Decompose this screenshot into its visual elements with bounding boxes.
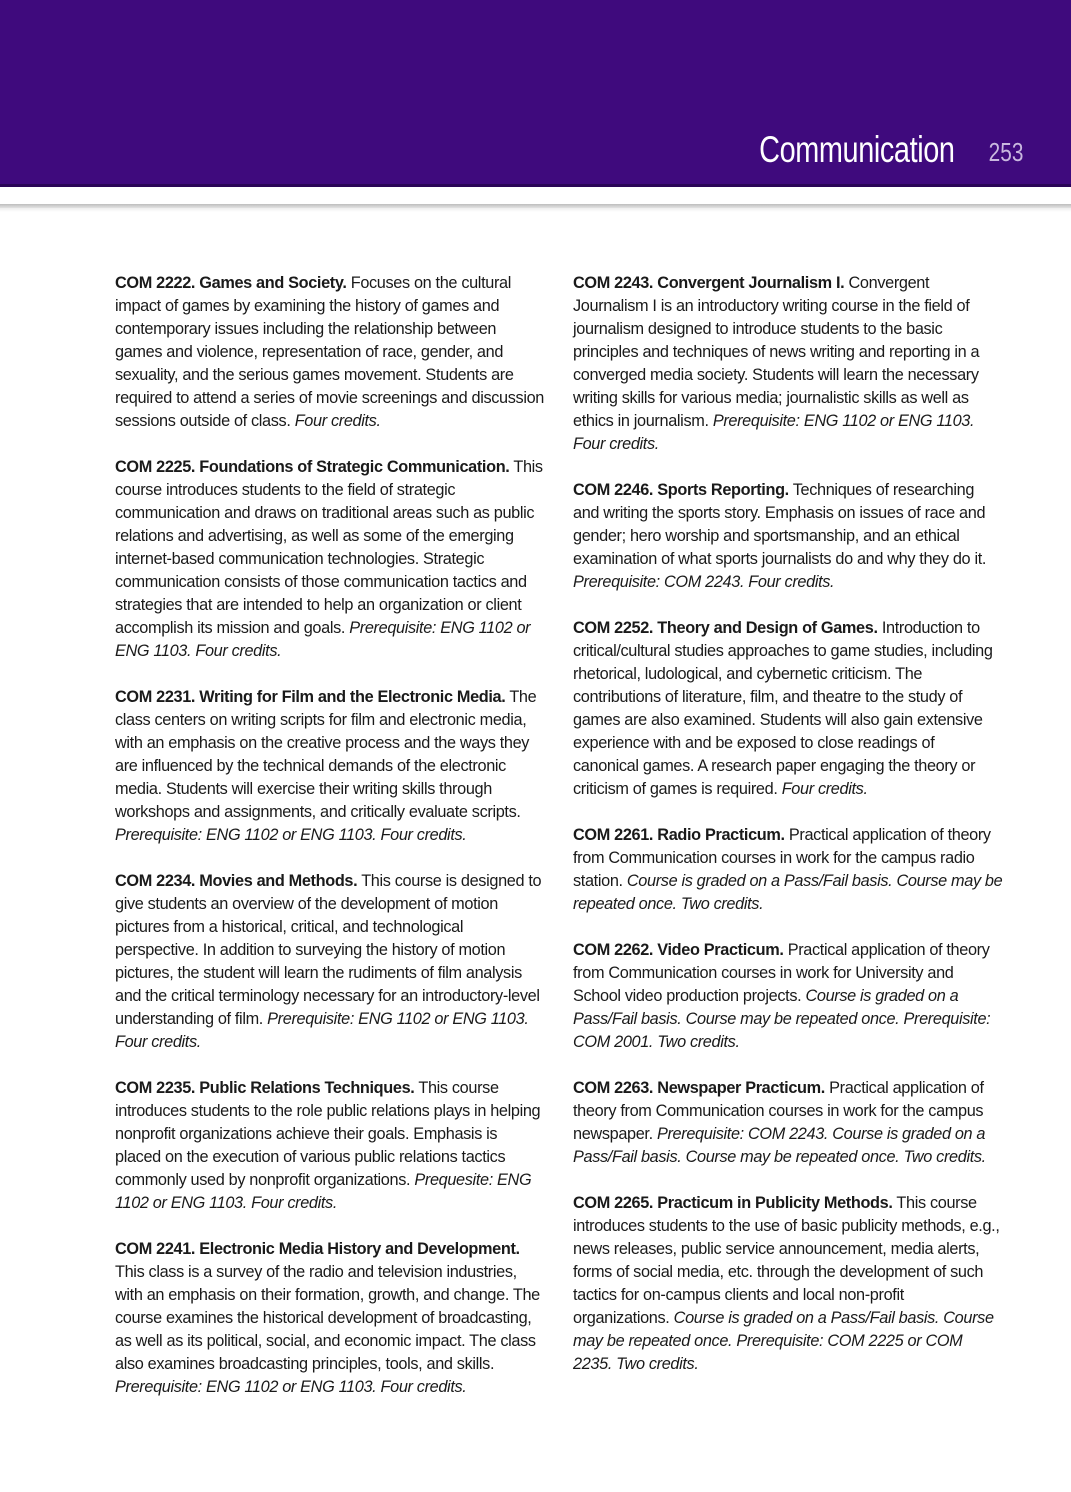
- course-code: COM 2265.: [573, 1194, 654, 1212]
- course-code: COM 2225.: [115, 458, 196, 476]
- course-description: Practical application of theory from Communication courses in work for University and School video production projects.: [573, 941, 990, 1005]
- course-title: Video Practicum.: [657, 941, 784, 959]
- course-credits-note: Prerequisite: ENG 1102 or ENG 1103. Four credits.: [115, 1378, 467, 1396]
- course-title: Electronic Media History and Development.: [199, 1240, 520, 1258]
- course-credits-note: Course is graded on a Pass/Fail basis. Course may be repeated once. Prerequisite: COM 2001. Two credits.: [573, 987, 991, 1051]
- course-entry-com-2243: [573, 272, 1003, 456]
- course-code: COM 2261.: [573, 826, 654, 844]
- course-description: This course is designed to give students an overview of the development of motion pictures from a historical, critical, and technological perspective. In addition to surveying the history of motion pictures, the student will learn the rudiments of film analysis and the critical terminology necessary for an introductory-level understanding of film.: [115, 872, 542, 1028]
- course-description: This course introduces students to the use of basic publicity methods, e.g., news releases, public service announcement, media alerts, forms of social media, etc. through the development of such tactics for on-campus clients and local non-profit organizations.: [573, 1194, 1000, 1327]
- course-entry-com-2234: [115, 870, 545, 1054]
- course-entry-com-2235: [115, 1077, 545, 1215]
- course-code: COM 2252.: [573, 619, 654, 637]
- course-description: Convergent Journalism I is an introductory writing course in the field of journalism designed to introduce students to the basic principles and techniques of news writing and reporting in a converged media society. Students will learn the necessary writing skills for various media; journalistic skills as well as ethics in journalism.: [573, 274, 980, 430]
- course-title: Practicum in Publicity Methods.: [657, 1194, 893, 1212]
- course-description: Focuses on the cultural impact of games by examining the history of games and contemporary issues including the relationship between games and violence, representation of race, gender, and sexuality, and the serious games movement. Students are required to attend a series of movie screenings and discussion sessions outside of class.: [115, 274, 545, 430]
- course-title: Movies and Methods.: [199, 872, 358, 890]
- course-credits-note: Prerequisite: ENG 1102 or ENG 1103. Four credits.: [115, 826, 467, 844]
- course-description: The class centers on writing scripts for film and electronic media, with an emphasis on the creative process and the ways they are influenced by the technical demands of the electronic media. Students will exercise their writing skills through workshops and assignments, and critically evaluate scripts.: [115, 688, 537, 821]
- course-code: COM 2235.: [115, 1079, 196, 1097]
- course-credits-note: Prequesite: ENG 1102 or ENG 1103. Four credits.: [115, 1171, 532, 1212]
- course-code: COM 2262.: [573, 941, 654, 959]
- left-column: [115, 272, 545, 1422]
- course-title: Sports Reporting.: [657, 481, 789, 499]
- course-code: COM 2241.: [115, 1240, 196, 1258]
- course-code: COM 2234.: [115, 872, 196, 890]
- course-code: COM 2243.: [573, 274, 654, 292]
- section-title: Communication: [759, 129, 955, 170]
- course-credits-note: Prerequisite: COM 2243. Course is graded on a Pass/Fail basis. Course may be repeated once. Two credits.: [573, 1125, 986, 1166]
- course-credits-note: Course is graded on a Pass/Fail basis. Course may be repeated once. Two credits.: [573, 872, 1003, 913]
- course-credits-note: Course is graded on a Pass/Fail basis. Course may be repeated once. Prerequisite: COM 2225 or COM 2235. Two credits.: [573, 1309, 994, 1373]
- course-code: COM 2222.: [115, 274, 196, 292]
- course-title: Radio Practicum.: [657, 826, 785, 844]
- course-entry-com-2261: [573, 824, 1003, 916]
- course-entry-com-2241: [115, 1238, 545, 1399]
- course-title: Public Relations Techniques.: [199, 1079, 415, 1097]
- course-entry-com-2265: [573, 1192, 1003, 1376]
- course-entry-com-2252: [573, 617, 1003, 801]
- course-title: Games and Society.: [199, 274, 347, 292]
- course-credits-note: Prerequisite: COM 2243. Four credits.: [573, 573, 835, 591]
- course-entry-com-2246: [573, 479, 1003, 594]
- course-credits-note: Four credits.: [781, 780, 868, 798]
- course-title: Foundations of Strategic Communication.: [199, 458, 510, 476]
- course-description: Techniques of researching and writing the sports story. Emphasis on issues of race and gender; hero worship and sportsmanship, and an ethical examination of what sports journalists do and why they do it.: [573, 481, 987, 568]
- page-number: 253: [988, 137, 1023, 167]
- course-code: COM 2231.: [115, 688, 196, 706]
- course-credits-note: Prerequisite: ENG 1102 or ENG 1103. Four credits.: [573, 412, 975, 453]
- course-entry-com-2262: [573, 939, 1003, 1054]
- course-credits-note: Prerequisite: ENG 1102 or ENG 1103. Four credits.: [115, 1010, 529, 1051]
- course-entry-com-2225: [115, 456, 545, 663]
- course-title: Writing for Film and the Electronic Media.: [199, 688, 506, 706]
- course-entry-com-2231: [115, 686, 545, 847]
- course-credits-note: Prerequisite: ENG 1102 or ENG 1103. Four credits.: [115, 619, 531, 660]
- course-title: Newspaper Practicum.: [657, 1079, 825, 1097]
- course-description: Practical application of theory from Communication courses in work for the campus newspaper.: [573, 1079, 984, 1143]
- course-title: Theory and Design of Games.: [657, 619, 878, 637]
- course-code: COM 2263.: [573, 1079, 654, 1097]
- course-description: This class is a survey of the radio and television industries, with an emphasis on their formation, growth, and change. The course examines the historical development of broadcasting, as well as its political, social, and economic impact. The class also examines broadcasting principles, tools, and skills.: [115, 1263, 540, 1373]
- course-description: Introduction to critical/cultural studies approaches to game studies, including rhetorical, ludological, and cybernetic criticism. The contributions of literature, film, and theatre to the study of games are also examined. Students will also gain extensive experience with and be exposed to close readings of canonical games. A research paper engaging the theory or criticism of games is required.: [573, 619, 993, 798]
- course-code: COM 2246.: [573, 481, 654, 499]
- course-entry-com-2263: [573, 1077, 1003, 1169]
- course-description: Practical application of theory from Communication courses in work for the campus radio station.: [573, 826, 991, 890]
- header-divider-shadow: [0, 208, 1071, 212]
- course-title: Convergent Journalism I.: [657, 274, 845, 292]
- right-column: [573, 272, 1003, 1399]
- course-entry-com-2222: [115, 272, 545, 433]
- course-description: This course introduces students to the field of strategic communication and draws on traditional areas such as public relations and advertising, as well as some of the emerging internet-based communication technologies. Strategic communication consists of those communication tactics and strategies that are intended to help an organization or client accomplish its mission and goals.: [115, 458, 543, 637]
- course-credits-note: Four credits.: [294, 412, 381, 430]
- course-description: This course introduces students to the role public relations plays in helping nonprofit organizations achieve their goals. Emphasis is placed on the execution of various public relations tactics commonly used by nonprofit organizations.: [115, 1079, 541, 1189]
